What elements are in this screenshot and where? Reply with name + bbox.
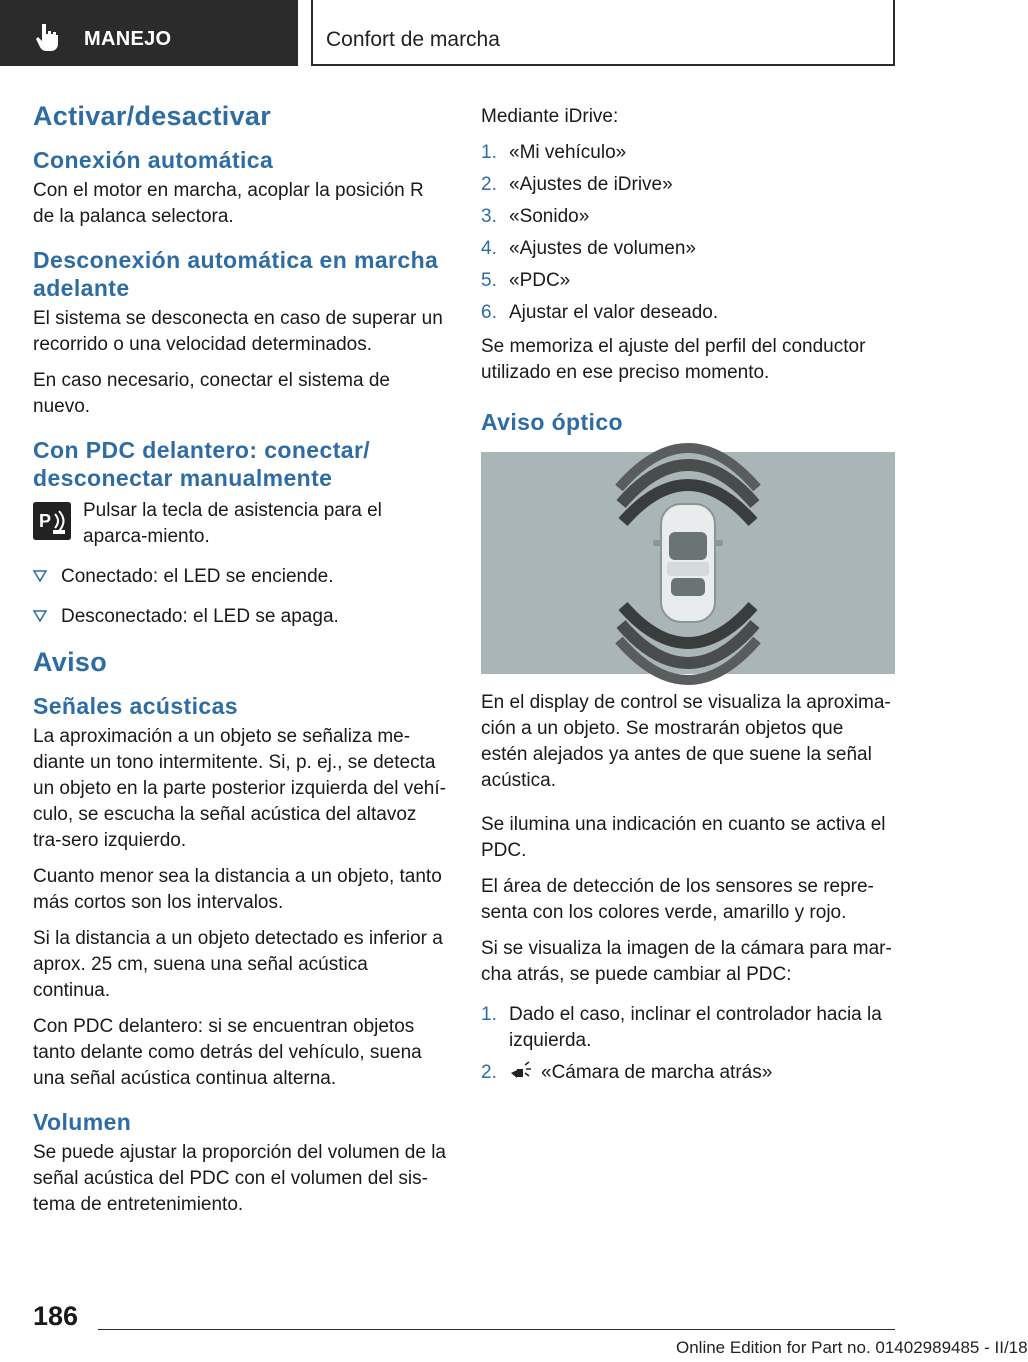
edition-note: Online Edition for Part no. 01402989485 - II/18 [676, 1338, 1028, 1357]
right-column [481, 96, 895, 1094]
step-item [481, 172, 895, 198]
heading-senales-acusticas: Señales acústicas [33, 693, 238, 719]
bullet-triangle-icon [33, 609, 47, 623]
bullet-text: Conectado: el LED se enciende. [61, 566, 334, 587]
step-number: 5. [481, 270, 497, 291]
idrive-steps [481, 140, 895, 326]
step-item [481, 236, 895, 262]
key-instruction-text: Pulsar la tecla de asistencia para el aparca-miento. [83, 500, 382, 547]
bullet-text: Desconectado: el LED se apaga. [61, 606, 339, 627]
title-aviso: Aviso [33, 647, 108, 677]
step-text: «Mi vehículo» [509, 142, 627, 163]
svg-text:P: P [39, 511, 52, 531]
step-text: «Ajustes de volumen» [509, 238, 696, 259]
step-number: 6. [481, 302, 497, 323]
paragraph-senales-1: La aproximación a un objeto se señaliza me-diante un tono intermitente. Si, p. ej., se detecta un objeto en la parte posterior izquierda del vehí-culo, se escucha la señal acústica del altavoz tra-sero izquierdo. [33, 726, 446, 851]
step-number: 1. [481, 142, 497, 163]
header-underline [311, 64, 895, 66]
heading-conexion-automatica: Conexión automática [33, 147, 274, 173]
hand-pointer-icon [34, 22, 64, 52]
step-text: Dado el caso, inclinar el controlador hacia la izquierda. [509, 1004, 882, 1051]
paragraph-memoriza: Se memoriza el ajuste del perfil del conductor utilizado en ese preciso momento. [481, 336, 866, 383]
step-number: 2. [481, 174, 497, 195]
park-assist-key-icon [33, 502, 71, 540]
step-item [481, 1002, 895, 1054]
left-column [33, 96, 447, 1228]
list-item [33, 564, 447, 590]
section-label: MANEJO [84, 28, 172, 50]
step-number: 4. [481, 238, 497, 259]
car-top-view [653, 504, 723, 622]
step-item [481, 268, 895, 294]
paragraph-display: En el display de control se visualiza la aproxima-ción a un objeto. Se mostrarán objetos que estén alejados ya antes de que suene la señal acústica. [481, 692, 891, 791]
list-item [33, 604, 447, 630]
paragraph-senales-4: Con PDC delantero: si se encuentran objetos tanto delante como detrás del vehículo, suena una señal acústica continua alterna. [33, 1016, 422, 1089]
step-item [481, 300, 895, 326]
paragraph-area: El área de detección de los sensores se repre-senta con los colores verde, amarillo y rojo. [481, 876, 874, 923]
header-divider [311, 0, 313, 66]
paragraph-senales-2: Cuanto menor sea la distancia a un objeto, tanto más cortos son los intervalos. [33, 866, 442, 913]
paragraph-desconexion-2: En caso necesario, conectar el sistema de nuevo. [33, 370, 390, 417]
header-divider-right [893, 0, 895, 66]
paragraph-senales-3: Si la distancia a un objeto detectado es inferior a aprox. 25 cm, suena una señal acústica continua. [33, 928, 443, 1001]
paragraph-idrive: Mediante iDrive: [481, 106, 619, 127]
step-text: Ajustar el valor deseado. [509, 302, 719, 323]
footer-rule [98, 1329, 895, 1330]
step-text: «Ajustes de iDrive» [509, 174, 673, 195]
step-text: «PDC» [509, 270, 571, 291]
step-number: 2. [481, 1062, 497, 1083]
paragraph-volumen: Se puede ajustar la proporción del volumen de la señal acústica del PDC con el volumen del sis-tema de entretenimiento. [33, 1142, 446, 1215]
paragraph-conexion: Con el motor en marcha, acoplar la posición R de la palanca selectora. [33, 180, 424, 227]
step-number: 3. [481, 206, 497, 227]
paragraph-ilumina: Se ilumina una indicación en cuanto se activa el PDC. [481, 814, 886, 861]
key-instruction [33, 498, 447, 550]
section-header [0, 0, 298, 66]
heading-volumen: Volumen [33, 1109, 132, 1135]
paragraph-camara: Si se visualiza la imagen de la cámara para mar-cha atrás, se puede cambiar al PDC: [481, 938, 892, 985]
pdc-sensor-diagram [481, 452, 895, 674]
heading-aviso-optico: Aviso óptico [481, 409, 623, 435]
heading-desconexion: Desconexión automática en marcha adelante [33, 247, 439, 301]
bullet-triangle-icon [33, 569, 47, 583]
paragraph-desconexion-1: El sistema se desconecta en caso de superar un recorrido o una velocidad determinados. [33, 308, 443, 355]
step-item [481, 204, 895, 230]
step-item [481, 140, 895, 166]
step-text: «Sonido» [509, 206, 590, 227]
chapter-title: Confort de marcha [326, 28, 500, 51]
step-number: 1. [481, 1004, 497, 1025]
step-text: «Cámara de marcha atrás» [541, 1062, 773, 1083]
rear-camera-icon [509, 1061, 533, 1081]
heading-pdc-delantero: Con PDC delantero: conectar/ desconectar manualmente [33, 437, 371, 491]
page-number: 186 [33, 1301, 79, 1331]
title-activar: Activar/desactivar [33, 101, 272, 131]
camera-steps [481, 1002, 895, 1086]
led-status-list [33, 564, 447, 630]
step-item [481, 1060, 895, 1086]
